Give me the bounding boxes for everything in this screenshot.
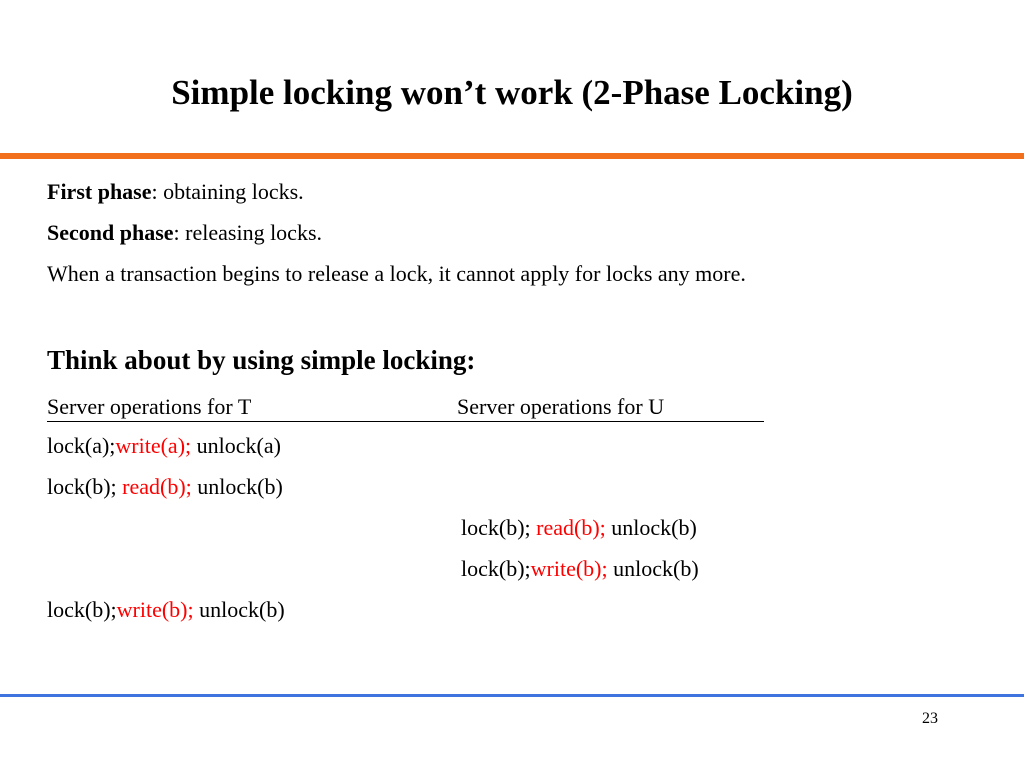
- first-phase-text: : obtaining locks.: [151, 179, 304, 204]
- first-phase-label: First phase: [47, 179, 152, 204]
- lock-call: lock(a);: [47, 433, 116, 458]
- data-operation: read(b);: [536, 515, 606, 540]
- u-operation-row: [461, 514, 697, 542]
- page-number: 23: [922, 710, 938, 727]
- first-phase-line: [47, 178, 304, 206]
- release-rule-line: When a transaction begins to release a lock, it cannot apply for locks any more.: [47, 261, 746, 286]
- slide-title: Simple locking won’t work (2-Phase Locking): [171, 73, 853, 112]
- second-phase-line: [47, 219, 322, 247]
- bottom-divider-bar: [0, 694, 1024, 697]
- lock-call: lock(b);: [47, 597, 117, 622]
- data-operation: write(b);: [530, 556, 608, 581]
- unlock-call: unlock(b): [193, 597, 285, 622]
- unlock-call: unlock(b): [191, 474, 283, 499]
- section-heading: Think about by using simple locking:: [47, 345, 476, 375]
- unlock-call: unlock(a): [191, 433, 281, 458]
- unlock-call: unlock(b): [607, 556, 699, 581]
- column-header-u: Server operations for U: [457, 394, 665, 419]
- bottom-divider: [0, 694, 1024, 697]
- top-divider: [0, 153, 1024, 159]
- column-headers: [47, 393, 764, 422]
- t-operation-row: [47, 596, 285, 624]
- lock-call: lock(b);: [461, 515, 537, 540]
- second-phase-text: : releasing locks.: [173, 220, 323, 245]
- data-operation: write(b);: [116, 597, 194, 622]
- top-divider-bar: [0, 153, 1024, 159]
- lock-call: lock(b);: [47, 474, 123, 499]
- t-operation-row: [47, 432, 281, 460]
- t-operation-row: [47, 473, 283, 501]
- u-operation-row: [461, 555, 699, 583]
- data-operation: read(b);: [122, 474, 192, 499]
- lock-call: lock(b);: [461, 556, 531, 581]
- second-phase-label: Second phase: [47, 220, 174, 245]
- data-operation: write(a);: [115, 433, 192, 458]
- column-header-t: Server operations for T: [47, 394, 252, 419]
- unlock-call: unlock(b): [605, 515, 697, 540]
